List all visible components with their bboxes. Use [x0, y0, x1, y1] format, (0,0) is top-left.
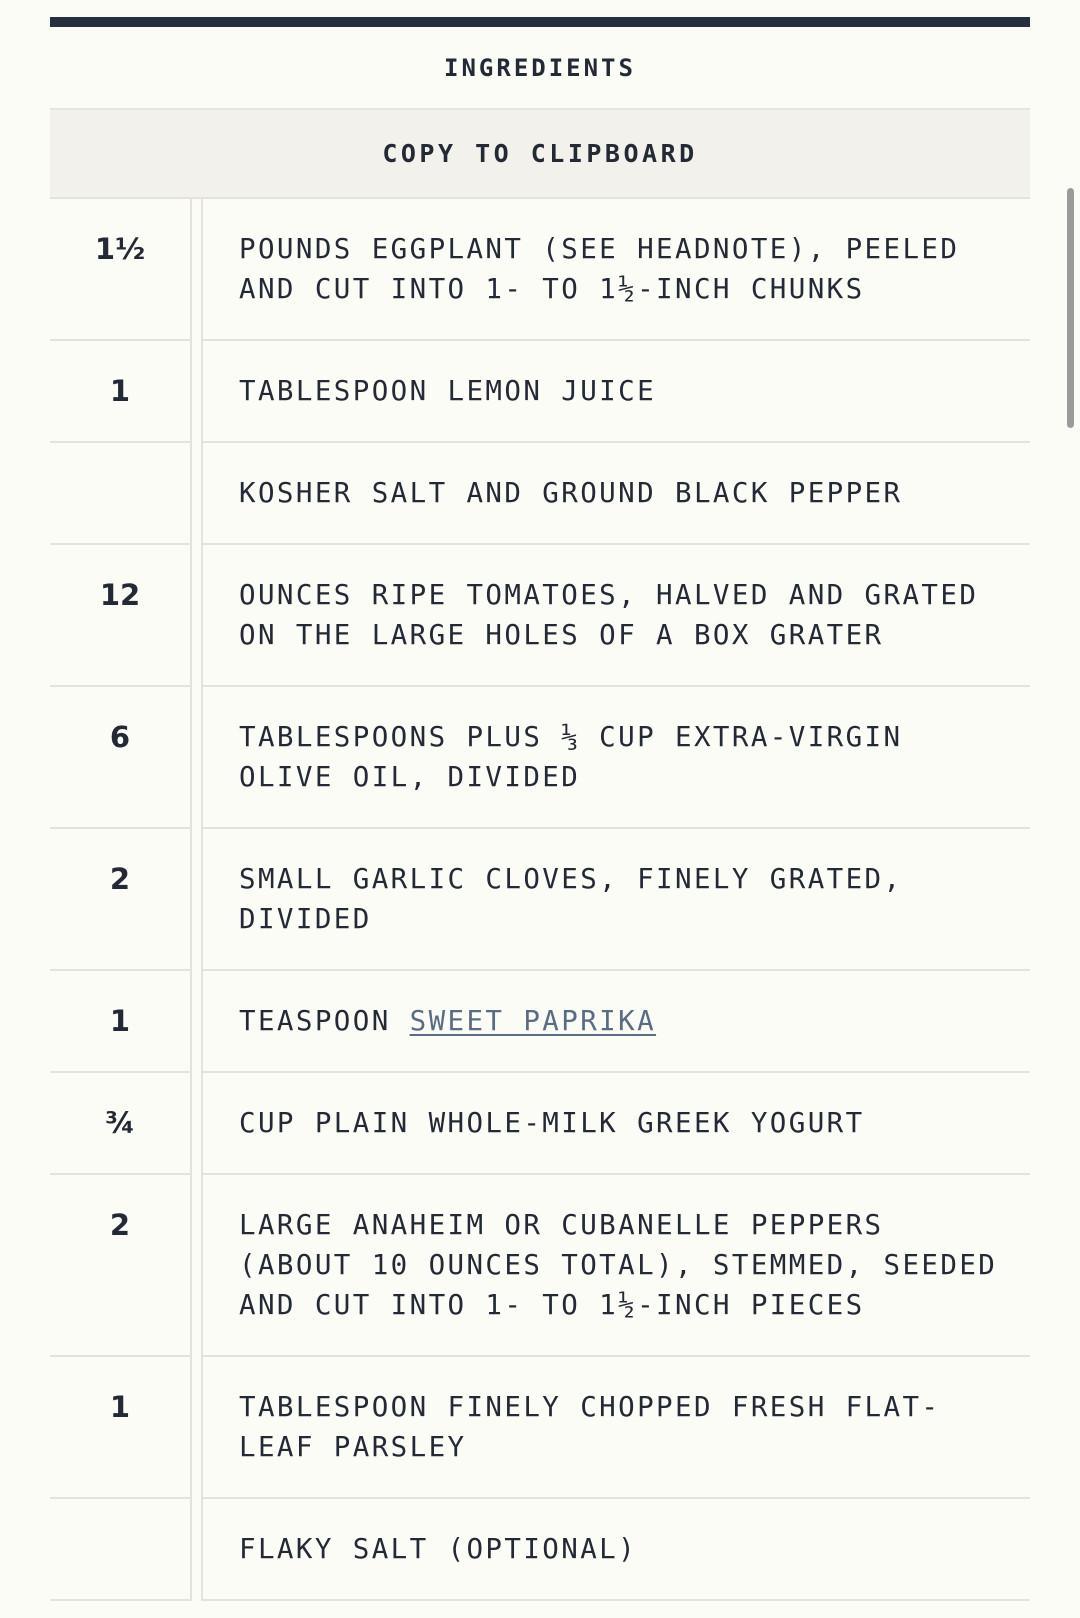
ingredient-description	[203, 971, 1030, 1071]
ingredient-quantity: 1	[109, 1390, 131, 1424]
ingredient-description: LARGE ANAHEIM OR CUBANELLE PEPPERS (ABOUT 10 OUNCES TOTAL), STEMMED, SEEDED AND CUT INTO 1- TO 1½-INCH PIECES	[239, 1209, 998, 1321]
ingredient-row	[50, 1175, 1030, 1357]
ingredient-row	[50, 341, 1030, 443]
ingredient-quantity: 2	[109, 862, 131, 896]
ingredient-quantity: 6	[109, 720, 131, 754]
ingredient-list	[50, 199, 1030, 1601]
ingredient-quantity: 1	[109, 374, 131, 408]
ingredient-text: TEASPOON	[239, 1005, 410, 1037]
copy-to-clipboard-button[interactable]: COPY TO CLIPBOARD	[50, 110, 1030, 199]
ingredient-description: FLAKY SALT (OPTIONAL)	[239, 1533, 638, 1565]
ingredient-row	[50, 443, 1030, 545]
ingredient-description: TABLESPOON LEMON JUICE	[239, 375, 657, 407]
ingredient-quantity: ¾	[104, 1106, 136, 1140]
ingredient-description: POUNDS EGGPLANT (SEE HEADNOTE), PEELED AND CUT INTO 1- TO 1½-INCH CHUNKS	[239, 233, 960, 305]
ingredient-quantity: 1½	[94, 232, 146, 266]
ingredient-quantity	[50, 1499, 190, 1599]
ingredient-row	[50, 1357, 1030, 1499]
ingredient-row	[50, 199, 1030, 341]
ingredient-description: TABLESPOON FINELY CHOPPED FRESH FLAT-LEAF PARSLEY	[239, 1391, 941, 1463]
ingredient-row	[50, 687, 1030, 829]
ingredient-quantity	[50, 443, 190, 543]
top-rule	[50, 17, 1030, 27]
ingredient-description: TABLESPOONS PLUS ⅓ CUP EXTRA-VIRGIN OLIVE OIL, DIVIDED	[239, 721, 903, 793]
sweet-paprika-link[interactable]: SWEET PAPRIKA	[409, 1005, 657, 1037]
ingredient-row	[50, 1499, 1030, 1601]
ingredient-quantity: 2	[109, 1208, 131, 1242]
ingredient-quantity: 1	[109, 1004, 131, 1038]
scrollbar-thumb[interactable]	[1067, 188, 1074, 428]
ingredient-quantity: 12	[99, 578, 141, 612]
ingredient-row	[50, 971, 1030, 1073]
ingredients-card	[50, 17, 1030, 1601]
ingredient-description: OUNCES RIPE TOMATOES, HALVED AND GRATED ON THE LARGE HOLES OF A BOX GRATER	[239, 579, 979, 651]
ingredient-description: CUP PLAIN WHOLE-MILK GREEK YOGURT	[239, 1107, 865, 1139]
ingredient-row	[50, 1073, 1030, 1175]
ingredient-description: KOSHER SALT AND GROUND BLACK PEPPER	[239, 477, 903, 509]
ingredients-heading: INGREDIENTS	[50, 27, 1030, 110]
ingredient-description: SMALL GARLIC CLOVES, FINELY GRATED, DIVIDED	[239, 863, 903, 935]
ingredient-row	[50, 829, 1030, 971]
ingredient-row	[50, 545, 1030, 687]
